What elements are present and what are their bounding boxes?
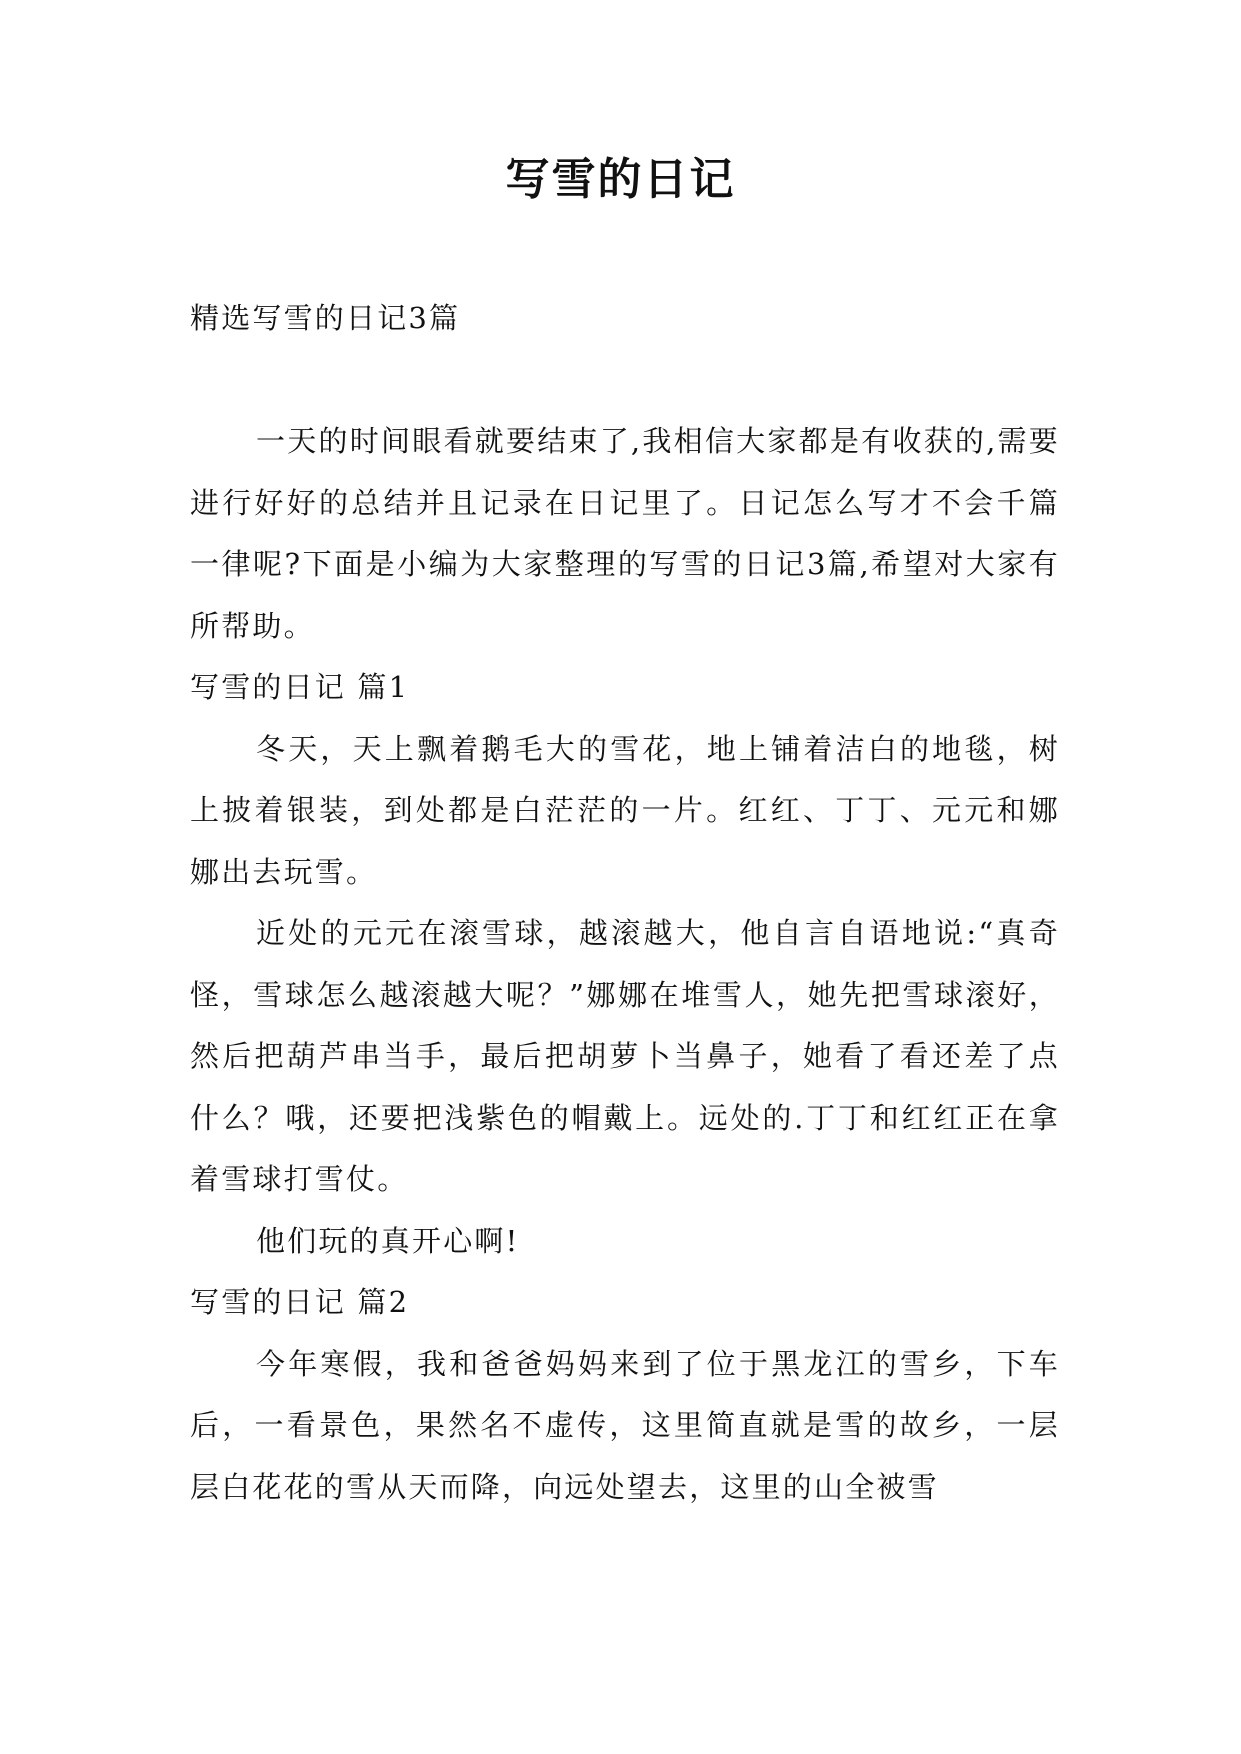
intro-paragraph: 一天的时间眼看就要结束了,我相信大家都是有收获的,需要进行好好的总结并且记录在日记里了。日记怎么写才不会千篇一律呢?下面是小编为大家整理的写雪的日记3篇,希望对大家有所帮助。 (190, 424, 1060, 643)
section-2-paragraph-1: 今年寒假，我和爸爸妈妈来到了位于黑龙江的雪乡，下车后，一看景色，果然名不虚传，这里简直就是雪的故乡，一层层白花花的雪从天而降，向远处望去，这里的山全被雪 (190, 1346, 1060, 1504)
section-1-paragraph-1: 冬天，天上飘着鹅毛大的雪花，地上铺着洁白的地毯，树上披着银装，到处都是白茫茫的一片。红红、丁丁、元元和娜娜出去玩雪。 (190, 731, 1060, 889)
section-heading-2: 写雪的日记 篇2 (190, 1285, 410, 1319)
section-heading-1: 写雪的日记 篇1 (190, 670, 410, 704)
document-body (190, 288, 1060, 1518)
section-1-paragraph-3: 他们玩的真开心啊! (256, 1223, 520, 1258)
document-title: 写雪的日记 (505, 154, 736, 205)
document-subtitle: 精选写雪的日记3篇 (190, 301, 461, 335)
section-1-paragraph-2: 近处的元元在滚雪球，越滚越大，他自言自语地说:“真奇怪，雪球怎么越滚越大呢？”娜娜在堆雪人，她先把雪球滚好，然后把葫芦串当手，最后把胡萝卜当鼻子，她看了看还差了点什么？哦，还要把浅紫色的帽戴上。远处的.丁丁和红红正在拿着雪球打雪仗。 (190, 916, 1060, 1196)
